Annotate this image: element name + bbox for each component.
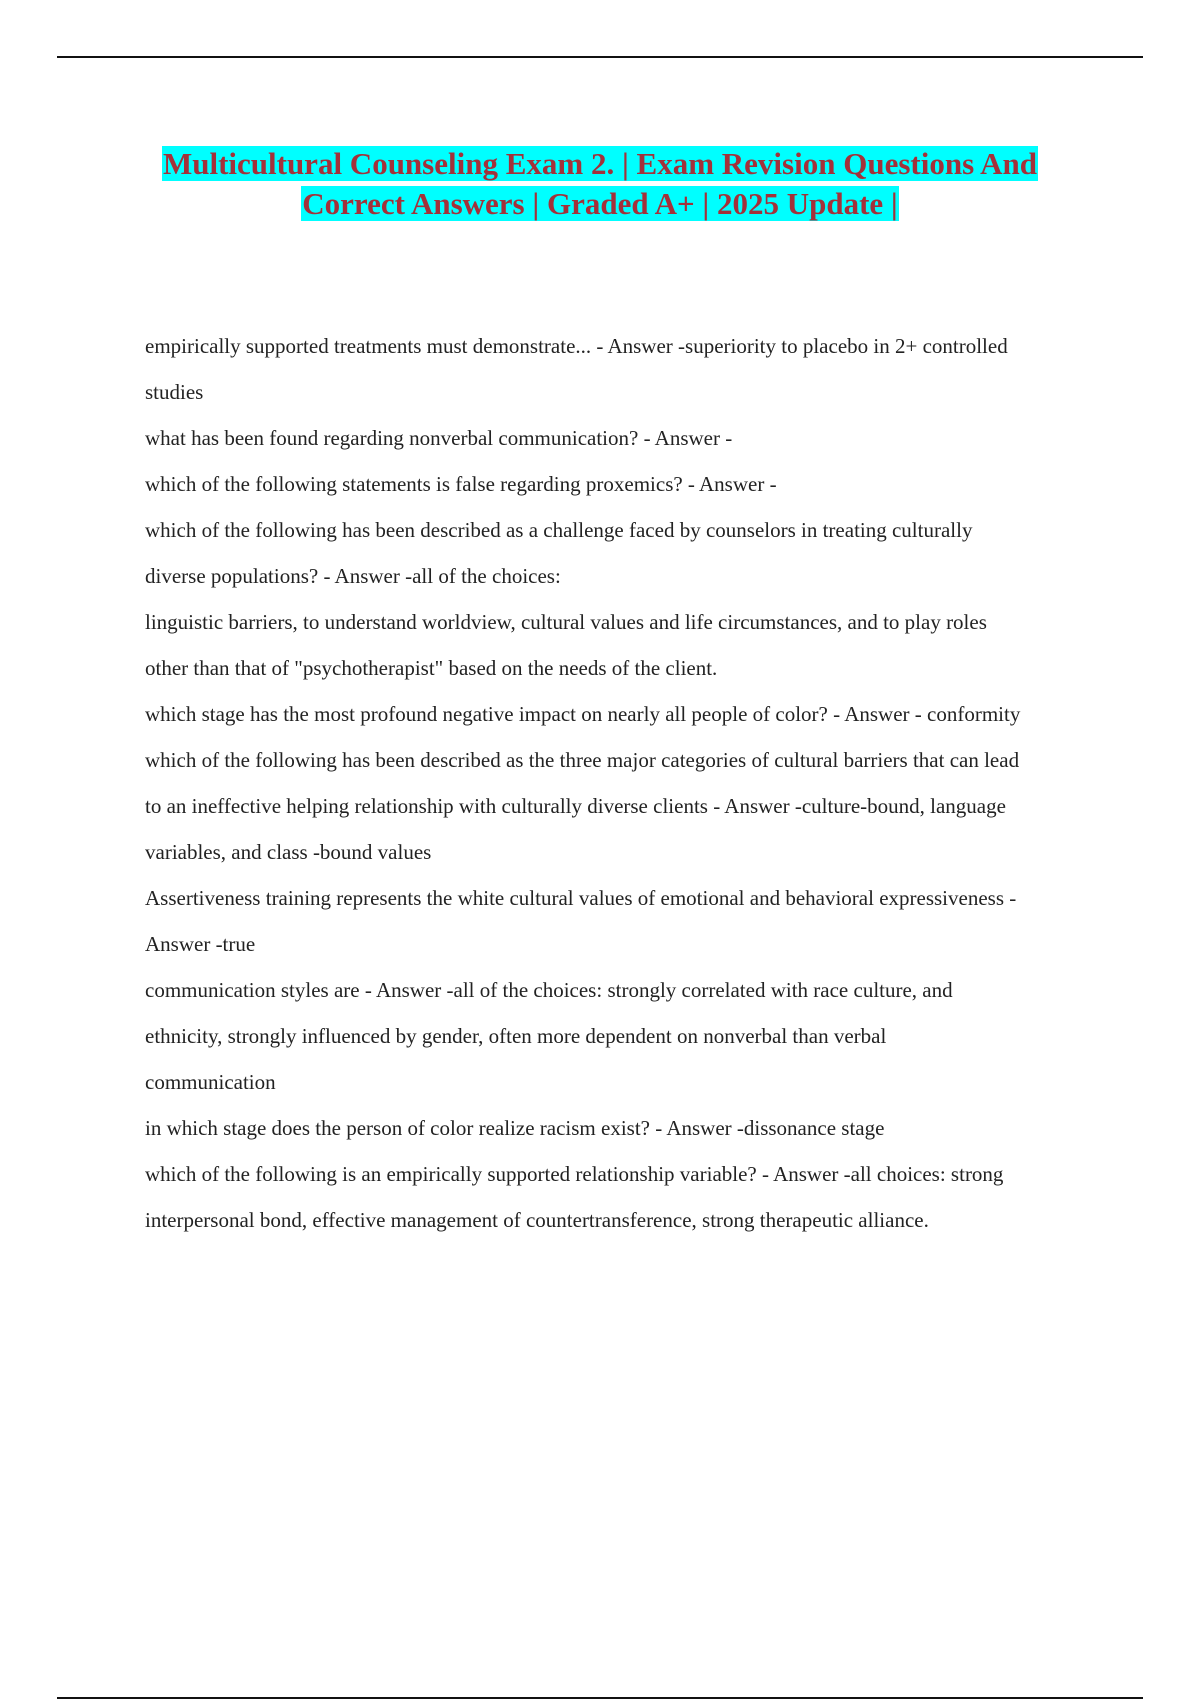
paragraph: Answer -true bbox=[145, 932, 256, 956]
paragraph: other than that of "psychotherapist" based on the needs of the client. bbox=[145, 656, 718, 680]
paragraph: empirically supported treatments must demonstrate... - Answer -superiority to placebo in 2+ controlled bbox=[145, 334, 1008, 358]
document-title bbox=[100, 144, 1100, 224]
paragraph: which stage has the most profound negative impact on nearly all people of color? - Answer - conformity bbox=[145, 702, 1021, 726]
paragraph: what has been found regarding nonverbal communication? - Answer - bbox=[145, 426, 733, 450]
paragraph: which of the following is an empirically supported relationship variable? - Answer -all choices: strong bbox=[145, 1162, 1004, 1186]
paragraph: ethnicity, strongly influenced by gender, often more dependent on nonverbal than verbal bbox=[145, 1024, 887, 1048]
paragraph: communication styles are - Answer -all of the choices: strongly correlated with race culture, and bbox=[145, 978, 953, 1002]
paragraph: linguistic barriers, to understand worldview, cultural values and life circumstances, and to play roles bbox=[145, 610, 987, 634]
paragraph: which of the following has been described as a challenge faced by counselors in treating culturally bbox=[145, 518, 973, 542]
paragraph: to an ineffective helping relationship with culturally diverse clients - Answer -culture-bound, language bbox=[145, 794, 1006, 818]
paragraph: Assertiveness training represents the white cultural values of emotional and behavioral expressiveness - bbox=[145, 886, 1017, 910]
title-line-2: Correct Answers | Graded A+ | 2025 Update | bbox=[302, 186, 898, 221]
paragraph: interpersonal bond, effective management of countertransference, strong therapeutic alliance. bbox=[145, 1208, 929, 1232]
title-line-1: Multicultural Counseling Exam 2. | Exam Revision Questions And bbox=[162, 146, 1038, 181]
paragraph: in which stage does the person of color realize racism exist? - Answer -dissonance stage bbox=[145, 1116, 885, 1140]
paragraph: diverse populations? - Answer -all of the choices: bbox=[145, 564, 561, 588]
paragraph: studies bbox=[145, 380, 204, 404]
paragraph: which of the following statements is false regarding proxemics? - Answer - bbox=[145, 472, 777, 496]
paragraph: communication bbox=[145, 1070, 276, 1094]
top-rule bbox=[57, 56, 1143, 58]
paragraph: which of the following has been described as the three major categories of cultural barriers that can lead bbox=[145, 748, 1020, 772]
document-body bbox=[145, 332, 1088, 1252]
paragraph: variables, and class -bound values bbox=[145, 840, 432, 864]
bottom-rule bbox=[57, 1697, 1143, 1699]
